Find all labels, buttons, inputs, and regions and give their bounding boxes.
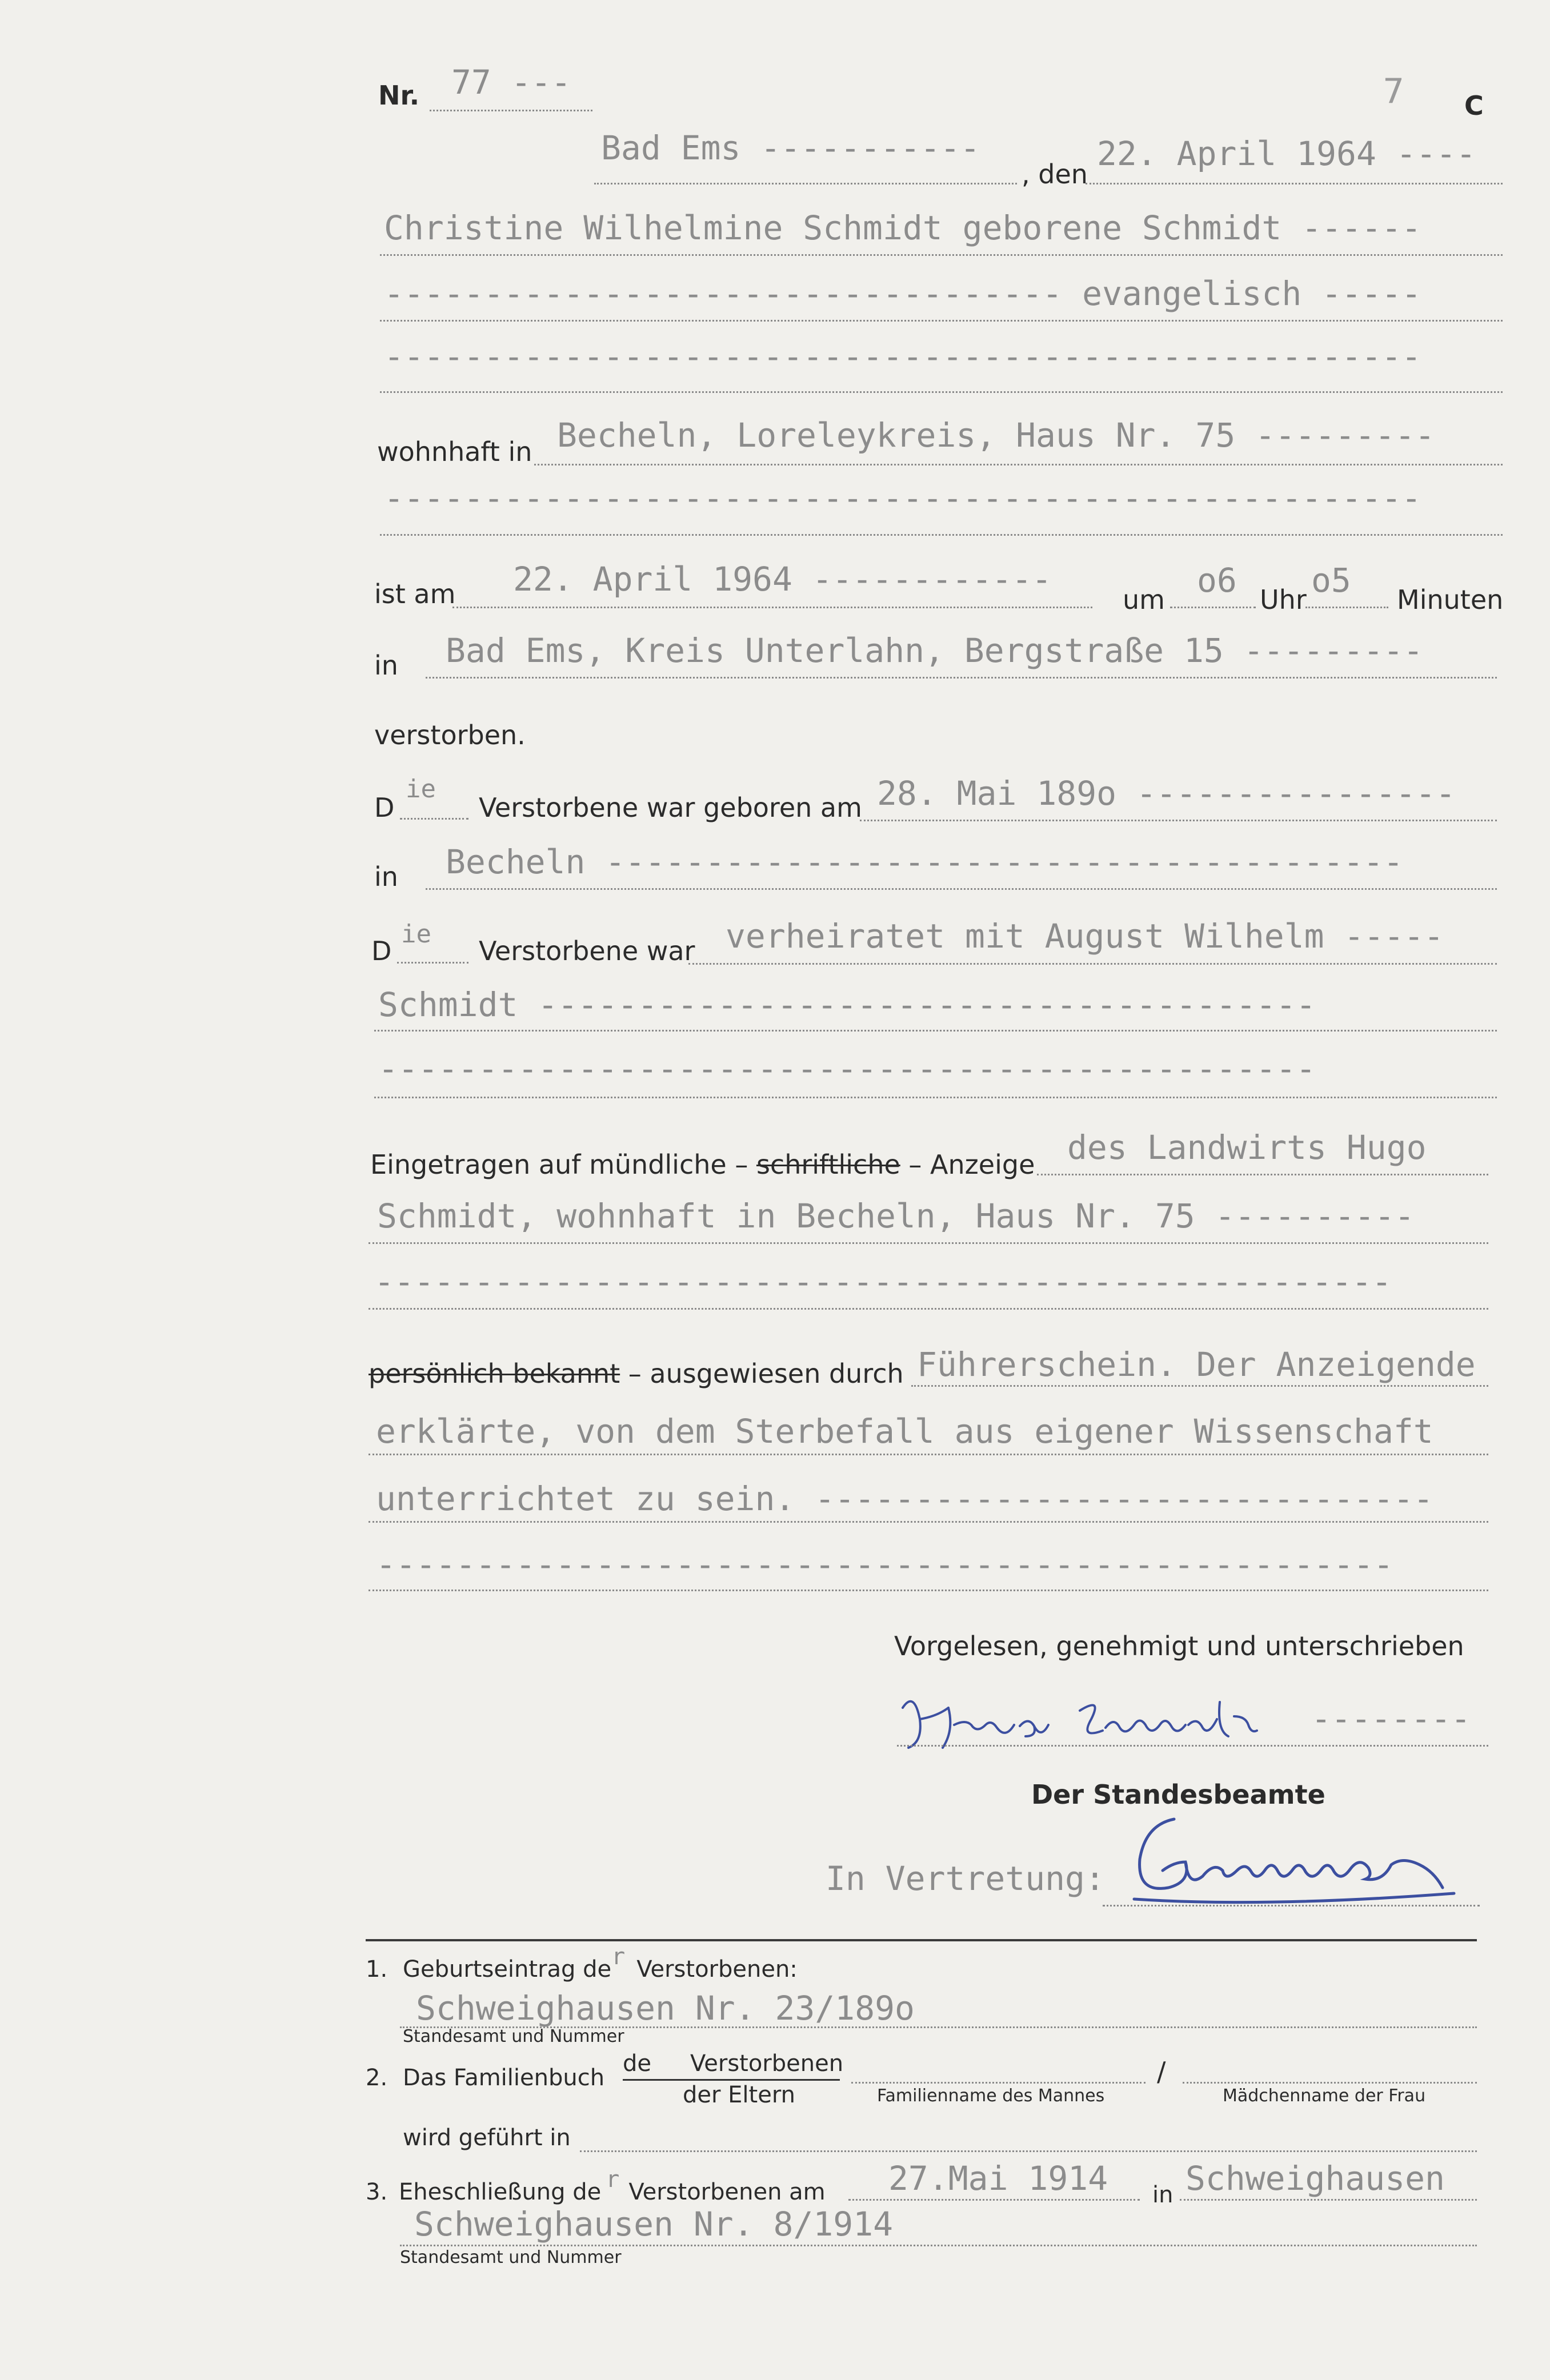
- dotline: [400, 2245, 1477, 2246]
- dotline: [369, 1590, 1488, 1591]
- dotline: [1037, 1174, 1488, 1175]
- nr-label: Nr.: [378, 80, 420, 111]
- dotline: [1086, 183, 1503, 184]
- birth-date: 28. Mai 189o ----------------: [877, 774, 1456, 813]
- dotline: [851, 2082, 1146, 2084]
- note3-date: 27.Mai 1914: [888, 2159, 1108, 2198]
- note2-number: 2.: [366, 2065, 388, 2091]
- residence-line1: Becheln, Loreleykreis, Haus Nr. 75 ---------: [557, 416, 1435, 455]
- dotline: [380, 254, 1503, 256]
- verstorben-label: verstorben.: [374, 720, 526, 750]
- dotline: [688, 963, 1497, 965]
- dotline: [897, 1745, 1488, 1747]
- note1-sup: r: [611, 1944, 626, 1970]
- corner-letter: C: [1464, 90, 1484, 121]
- ident-line3: unterrichtet zu sein. -------------------------------: [376, 1479, 1433, 1518]
- dotline: [426, 677, 1497, 679]
- dotline: [374, 1030, 1497, 1032]
- death-minutes: o5: [1311, 561, 1351, 600]
- dotline: [860, 820, 1497, 821]
- note1-label-b: Verstorbenen:: [636, 1956, 798, 1982]
- ident-line4: ---------------------------------------------------: [376, 1545, 1393, 1584]
- dotline: [369, 1308, 1488, 1310]
- note1-value: Schweighausen Nr. 23/189o: [416, 1989, 915, 2028]
- ident-line2: erklärte, von dem Sterbefall aus eigener Wissenschaft: [376, 1412, 1433, 1451]
- nr-dotline: [430, 110, 592, 111]
- report-label-suffix: – Anzeige: [908, 1149, 1035, 1180]
- dotline: [380, 391, 1503, 393]
- report-line3: ---------------------------------------------------: [374, 1262, 1392, 1301]
- ident-label-struck: persönlich bekannt: [369, 1358, 620, 1389]
- marital-line1: verheiratet mit August Wilhelm -----: [726, 917, 1444, 956]
- document-date: 22. April 1964 ----: [1097, 134, 1476, 173]
- note1-label: [403, 1944, 798, 1982]
- birth-place: Becheln ----------------------------------------: [446, 842, 1404, 881]
- dotline: [452, 607, 1092, 608]
- note3-label-a: Eheschließung de: [399, 2179, 602, 2205]
- birth-d-suffix: ie: [406, 774, 436, 804]
- fraction-line: [623, 2079, 840, 2081]
- note3-label-b: Verstorbenen am: [628, 2179, 826, 2205]
- marital-line2: Schmidt ---------------------------------------: [378, 985, 1316, 1024]
- note3-label: [399, 2166, 826, 2205]
- death-place: Bad Ems, Kreis Unterlahn, Bergstraße 15 ---------: [446, 631, 1424, 670]
- dotline: [397, 962, 468, 964]
- place: Bad Ems -----------: [601, 129, 980, 167]
- dotline: [911, 1385, 1488, 1387]
- dotline: [380, 320, 1503, 322]
- dotline: [369, 1521, 1488, 1523]
- report-line1: des Landwirts Hugo: [1067, 1128, 1427, 1167]
- note2-de: de: [623, 2050, 651, 2077]
- minuten-label: Minuten: [1397, 584, 1504, 615]
- dotline: [1183, 2082, 1477, 2084]
- note2-label: Das Familienbuch: [403, 2065, 605, 2091]
- marital-line3: -----------------------------------------------: [378, 1049, 1316, 1088]
- note3-number: 3.: [366, 2179, 388, 2205]
- report-line2: Schmidt, wohnhaft in Becheln, Haus Nr. 75 ----------: [377, 1197, 1415, 1235]
- ident-line1: Führerschein. Der Anzeigende: [917, 1345, 1476, 1384]
- dotline: [1170, 607, 1256, 608]
- death-date: 22. April 1964 ------------: [513, 560, 1052, 599]
- dotline: [426, 888, 1497, 890]
- residence-label: wohnhaft in: [377, 436, 532, 467]
- religion-line: ---------------------------------- evangelisch -----: [384, 274, 1421, 313]
- dotline: [380, 534, 1503, 536]
- ident-label-rest: – ausgewiesen durch: [628, 1358, 904, 1389]
- note1-label-a: Geburtseintrag de: [403, 1956, 612, 1982]
- note3-place: Schweighausen: [1185, 2159, 1445, 2198]
- dotline: [1103, 1905, 1480, 1907]
- section-divider: [366, 1939, 1477, 1941]
- dotline: [374, 1097, 1497, 1098]
- registrar-title: Der Standesbeamte: [1031, 1779, 1325, 1810]
- ident-label: [369, 1358, 904, 1389]
- note1-number: 1.: [366, 1956, 388, 1982]
- dotline: [848, 2199, 1140, 2201]
- note3-in: in: [1152, 2182, 1173, 2208]
- dotline: [594, 183, 1017, 184]
- birth-label: Verstorbene war geboren am: [479, 792, 862, 823]
- nr-value: 77 ---: [451, 63, 571, 102]
- dotline: [1180, 2199, 1477, 2201]
- read-approved-text: Vorgelesen, genehmigt und unterschrieben: [894, 1631, 1464, 1661]
- residence-line2: ----------------------------------------------------: [384, 479, 1421, 517]
- uhr-label: Uhr: [1260, 584, 1307, 615]
- note2-slash: /: [1157, 2056, 1166, 2087]
- informant-dashes: --------: [1311, 1699, 1471, 1738]
- note2-caption-right: Mädchenname der Frau: [1223, 2086, 1426, 2106]
- dotline: [369, 1242, 1488, 1244]
- informant-signature-icon: [891, 1685, 1291, 1759]
- report-label-prefix: Eingetragen auf mündliche –: [370, 1149, 748, 1180]
- den-label: , den: [1022, 159, 1088, 190]
- deceased-name: Christine Wilhelmine Schmidt geborene Schmidt ------: [384, 208, 1421, 247]
- in-vertretung-label: In Vertretung:: [826, 1859, 1105, 1898]
- note2-wird: wird geführt in: [403, 2125, 571, 2151]
- note2-eltern: der Eltern: [683, 2082, 795, 2108]
- note3-sup: r: [606, 2166, 620, 2193]
- dotline: [580, 2150, 1477, 2152]
- corner-mark: 7: [1383, 71, 1405, 111]
- report-label: [370, 1149, 1035, 1180]
- death-place-label: in: [374, 650, 398, 681]
- death-date-label: ist am: [374, 579, 456, 609]
- um-label: um: [1123, 584, 1165, 615]
- dotline: [1305, 607, 1388, 608]
- note3-caption: Standesamt und Nummer: [400, 2247, 622, 2267]
- marital-d-label: D: [371, 936, 392, 966]
- dotline: [534, 464, 1503, 465]
- death-hour: o6: [1197, 561, 1237, 600]
- marital-label: Verstorbene war: [479, 936, 695, 966]
- birth-place-label: in: [374, 861, 398, 892]
- note1-caption: Standesamt und Nummer: [403, 2026, 624, 2046]
- note2-verstorbenen: Verstorbenen: [690, 2050, 844, 2077]
- registrar-signature-icon: [1123, 1808, 1465, 1911]
- dotline: [400, 818, 468, 820]
- dotline: [369, 1454, 1488, 1455]
- person-line3: ----------------------------------------------------: [384, 337, 1421, 376]
- report-label-struck: schriftliche: [756, 1149, 900, 1180]
- note3-value: Schweighausen Nr. 8/1914: [414, 2205, 894, 2243]
- marital-d-suffix: ie: [401, 920, 431, 949]
- note2-caption-left: Familienname des Mannes: [877, 2086, 1105, 2106]
- birth-d-label: D: [374, 792, 395, 823]
